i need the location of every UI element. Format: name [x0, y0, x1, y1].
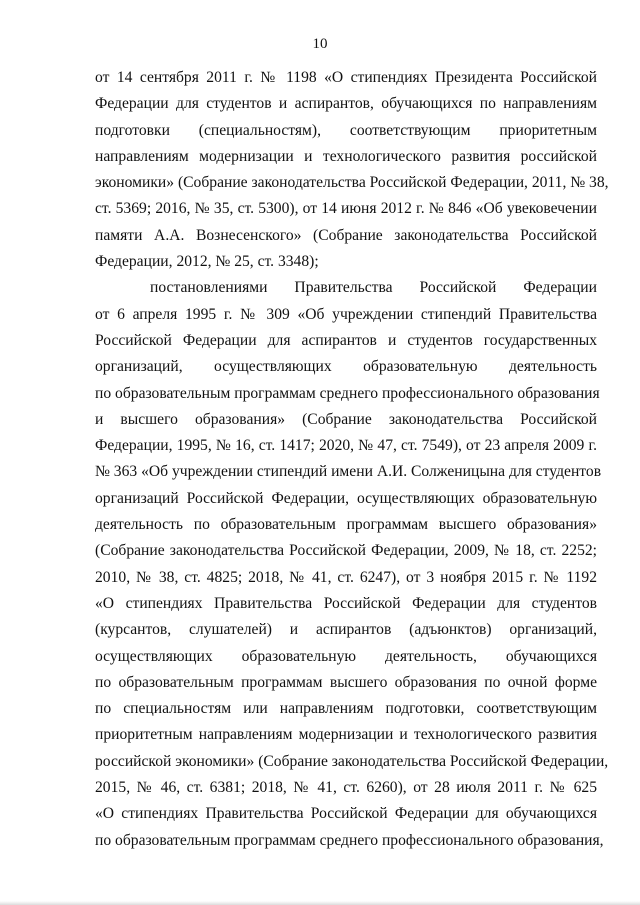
- text-line: постановлениями Правительства Российской Федерации: [150, 279, 597, 297]
- text-line: ст. 5369; 2016, № 35, ст. 5300), от 14 июня 2012 г. № 846 «Об увековечении: [95, 200, 597, 218]
- text-line: № 363 «Об учреждении стипендий имени А.И. Солженицына для студентов: [95, 463, 602, 481]
- text-line: 2015, № 46, ст. 6381; 2018, № 41, ст. 6260), от 28 июля 2011 г. № 625: [95, 779, 597, 797]
- text-line: подготовки (специальностям), соответствующим приоритетным: [95, 121, 597, 139]
- text-line: приоритетным направлениям модернизации и технологического развития: [95, 726, 597, 744]
- text-line: памяти А.А. Вознесенского» (Собрание законодательства Российской: [95, 226, 597, 244]
- text-line: по специальностям или направлениям подготовки, соответствующим: [95, 700, 597, 718]
- text-line: «О стипендиях Правительства Российской Федерации для обучающихся: [95, 805, 597, 823]
- page-number: 10: [312, 36, 328, 52]
- text-line: по образовательным программам среднего профессионального образования: [95, 384, 600, 402]
- body-text: [95, 65, 609, 854]
- text-line: по образовательным программам высшего образования по очной форме: [95, 673, 597, 691]
- text-line: от 6 апреля 1995 г. № 309 «Об учреждении стипендий Правительства: [95, 305, 597, 323]
- page-bottom-edge: [0, 901, 640, 905]
- text-line: деятельность по образовательным программам высшего образования»: [95, 516, 597, 534]
- text-line: осуществляющих образовательную деятельность, обучающихся: [95, 647, 597, 665]
- text-line: организаций, осуществляющих образовательную деятельность: [95, 358, 597, 376]
- text-line: (курсантов, слушателей) и аспирантов (адъюнктов) организаций,: [95, 621, 597, 639]
- text-line: (Собрание законодательства Российской Федерации, 2009, № 18, ст. 2252;: [95, 542, 597, 560]
- text-line: Федерации, 2012, № 25, ст. 3348);: [95, 253, 319, 271]
- text-line: организаций Российской Федерации, осуществляющих образовательную: [95, 489, 597, 507]
- text-line: «О стипендиях Правительства Российской Федерации для студентов: [95, 594, 597, 612]
- text-line: по образовательным программам среднего профессионального образования,: [95, 831, 604, 849]
- text-line: от 14 сентября 2011 г. № 1198 «О стипендиях Президента Российской: [95, 69, 597, 86]
- text-line: Федерации для студентов и аспирантов, обучающихся по направлениям: [95, 95, 597, 113]
- text-line: Российской Федерации для аспирантов и студентов государственных: [95, 331, 597, 349]
- text-line: Федерации, 1995, № 16, ст. 1417; 2020, № 47, ст. 7549), от 23 апреля 2009 г.: [95, 437, 597, 455]
- text-line: экономики» (Собрание законодательства Российской Федерации, 2011, № 38,: [95, 174, 609, 192]
- text-line: 2010, № 38, ст. 4825; 2018, № 41, ст. 6247), от 3 ноября 2015 г. № 1192: [95, 568, 597, 586]
- text-line: направлениям модернизации и технологического развития российской: [95, 147, 597, 165]
- text-line: и высшего образования» (Собрание законодательства Российской: [95, 410, 597, 428]
- text-line: российской экономики» (Собрание законодательства Российской Федерации,: [95, 752, 609, 770]
